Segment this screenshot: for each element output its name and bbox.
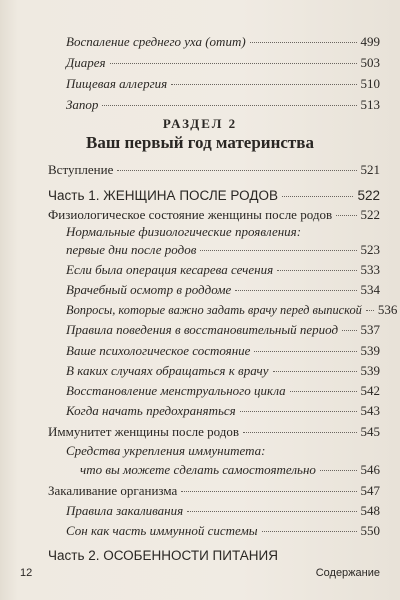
footer-page-number: 12: [20, 567, 33, 579]
leader-dots: [187, 511, 356, 512]
toc-entry-page: 547: [360, 483, 380, 498]
toc-entry-constipation[interactable]: [66, 97, 380, 113]
toc-entry-menstrual[interactable]: [66, 383, 380, 399]
toc-entry-label: Если была операция кесарева сечения: [66, 262, 274, 277]
toc-entry-label: Физиологическое состояние женщины после родов: [48, 207, 333, 222]
toc-entry-label: В каких случаях обращаться к врачу: [66, 363, 269, 378]
leader-dots: [117, 170, 356, 171]
leader-dots: [254, 351, 356, 352]
part-2-title-line1: Часть 2. ОСОБЕННОСТИ ПИТАНИЯ: [48, 548, 278, 563]
toc-entry-questions[interactable]: [66, 302, 398, 318]
toc-entry-page: 545: [360, 424, 380, 439]
toc-entry-label: Когда начать предохраняться: [66, 403, 236, 418]
toc-entry-immunity-means[interactable]: [80, 462, 380, 478]
toc-entry-label: Запор: [66, 97, 99, 112]
toc-entry-page: 510: [360, 76, 380, 91]
toc-entry-intro[interactable]: [48, 162, 380, 178]
toc-entry-food-allergy[interactable]: [66, 76, 380, 92]
toc-entry-page: 522: [360, 207, 380, 222]
toc-entry-psychological[interactable]: [66, 343, 380, 359]
leader-dots: [273, 371, 357, 372]
leader-dots: [282, 196, 353, 197]
toc-entry-page: 522: [357, 188, 380, 203]
toc-entry-page: 537: [360, 322, 380, 337]
toc-entry-contraception[interactable]: [66, 403, 380, 419]
toc-entry-page: 542: [360, 383, 380, 398]
leader-dots: [290, 391, 357, 392]
toc-entry-label: что вы можете сделать самостоятельно: [80, 462, 316, 477]
leader-dots: [277, 270, 356, 271]
toc-entry-label: Вступление: [48, 162, 114, 177]
toc-entry-label: Вопросы, которые важно задать врачу перед выпиской: [66, 303, 362, 317]
toc-entry-normal-manifestations[interactable]: [66, 242, 380, 258]
toc-entry-label-line1: Средства укрепления иммунитета:: [66, 443, 266, 458]
toc-entry-label: Восстановление менструального цикла: [66, 383, 286, 398]
leader-dots: [366, 310, 374, 311]
toc-part-1[interactable]: [48, 188, 380, 204]
toc-entry-label: Правила поведения в восстановительный период: [66, 322, 339, 337]
leader-dots: [200, 250, 356, 251]
toc-entry-page: 536: [377, 302, 398, 317]
toc-entry-label: Пищевая аллергия: [66, 76, 168, 91]
toc-entry-page: 546: [360, 462, 380, 477]
toc-entry-label: Правила закаливания: [66, 503, 184, 518]
toc-entry-label: Иммунитет женщины после родов: [48, 424, 240, 439]
toc-entry-label: первые дни после родов: [66, 242, 197, 257]
leader-dots: [250, 42, 357, 43]
section-label: РАЗДЕЛ 2: [162, 116, 238, 131]
footer-running-head: Содержание: [315, 567, 380, 579]
leader-dots: [171, 84, 356, 85]
toc-entry-label: Врачебный осмотр в роддоме: [66, 282, 232, 297]
toc-entry-page: 533: [360, 262, 380, 277]
toc-entry-label-line1: Нормальные физиологические проявления:: [66, 224, 302, 239]
toc-entry-medical-exam[interactable]: [66, 282, 380, 298]
leader-dots: [336, 215, 356, 216]
toc-entry-page: 539: [360, 363, 380, 378]
part-title: Часть 1. ЖЕНЩИНА ПОСЛЕ РОДОВ: [48, 188, 278, 203]
toc-entry-caesarean[interactable]: [66, 262, 380, 278]
leader-dots: [102, 105, 356, 106]
toc-entry-physiology[interactable]: [48, 207, 380, 223]
leader-dots: [243, 432, 356, 433]
leader-dots: [235, 290, 356, 291]
leader-dots: [262, 531, 357, 532]
leader-dots: [320, 470, 357, 471]
toc-entry-page: 521: [360, 162, 380, 177]
toc-entry-page: 539: [360, 343, 380, 358]
toc-entry-see-doctor[interactable]: [66, 363, 380, 379]
toc-entry-label: Закаливание организма: [48, 483, 178, 498]
section-title: Ваш первый год материнства: [86, 133, 314, 152]
toc-entry-page: 503: [360, 55, 380, 70]
toc-entry-label: Сон как часть иммунной системы: [66, 523, 258, 538]
toc-entry-label: Воспаление среднего уха (отит): [66, 34, 246, 49]
leader-dots: [110, 63, 357, 64]
toc-entry-otitis[interactable]: [66, 34, 380, 50]
toc-entry-sleep[interactable]: [66, 523, 380, 539]
toc-entry-page: 513: [360, 97, 380, 112]
toc-entry-diarrhea[interactable]: [66, 55, 380, 71]
toc-entry-label: Ваше психологическое состояние: [66, 343, 251, 358]
leader-dots: [181, 491, 356, 492]
toc-entry-hardening[interactable]: [48, 483, 380, 499]
leader-dots: [342, 330, 356, 331]
toc-entry-page: 499: [360, 34, 380, 49]
toc-entry-label: Диарея: [66, 55, 106, 70]
toc-entry-page: 534: [360, 282, 380, 297]
toc-entry-page: 543: [360, 403, 380, 418]
leader-dots: [240, 411, 357, 412]
toc-entry-hardening-rules[interactable]: [66, 503, 380, 519]
toc-entry-page: 548: [360, 503, 380, 518]
toc-entry-page: 523: [360, 242, 380, 257]
toc-entry-page: 550: [360, 523, 380, 538]
toc-entry-immunity[interactable]: [48, 424, 380, 440]
toc-entry-recovery-rules[interactable]: [66, 322, 380, 338]
